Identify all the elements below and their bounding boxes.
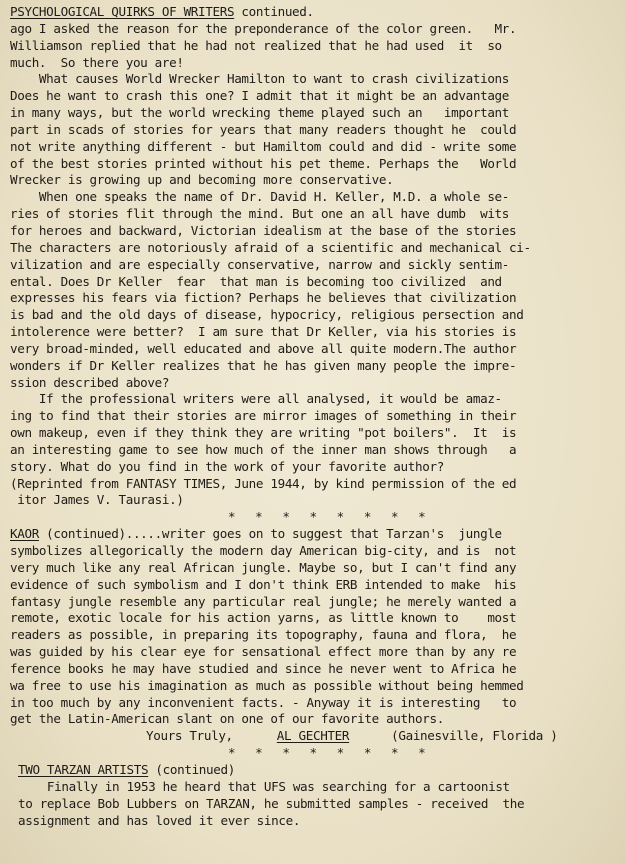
text-line: get the Latin-American slant on one of our favorite authors. (10, 711, 444, 727)
text-line: expresses his fears via fiction? Perhaps he believes that civilization (10, 290, 517, 306)
typewritten-text (10, 4, 615, 829)
text-line: ries of stories flit through the mind. But one an all have dumb wits (10, 206, 510, 222)
text-line: wa free to use his imagination as much as possible without being hemmed (10, 677, 524, 693)
text-line: very broad-minded, well educated and above all quite modern.The author (10, 340, 517, 356)
text-line: of the best stories printed without his pet theme. Perhaps the World (10, 155, 517, 171)
text-line: If the professional writers were all analysed, it would be amaz- (10, 391, 502, 407)
section-divider: * * * * * * * * (228, 509, 432, 525)
text-line: ago I asked the reason for the preponderance of the color green. Mr. (10, 20, 517, 36)
text-line: Finally in 1953 he heard that UFS was searching for a cartoonist (18, 778, 510, 794)
text-line: evidence of such symbolism and I don't think ERB intended to make his (10, 576, 517, 592)
text-line: ental. Does Dr Keller fear that man is becoming too civilized and (10, 273, 502, 289)
text-line: Wrecker is growing up and becoming more conservative. (10, 172, 394, 188)
text-line: Williamson replied that he had not realized that he had used it so (10, 37, 502, 53)
text-line: is bad and the old days of disease, hypocricy, religious persection and (10, 307, 524, 323)
signature-location: (Gainesville, Florida ) (391, 728, 558, 744)
article-kaor (10, 526, 615, 745)
text-line: When one speaks the name of Dr. David H. Keller, M.D. a whole se- (10, 189, 510, 205)
text-line: in too much by any inconvenient facts. - Anyway it is interesting to (10, 694, 517, 710)
text-line: readers as possible, in preparing its topography, fauna and flora, he (10, 627, 517, 643)
signature-line (10, 728, 615, 745)
text-line: own makeup, even if they think they are writing "pot boilers". It is (10, 425, 517, 441)
text-line: itor James V. Taurasi.) (10, 492, 184, 508)
text-line: for heroes and backward, Victorian idealism at the base of the stories (10, 222, 517, 238)
text-line: to replace Bob Lubbers on TARZAN, he submitted samples - received the (18, 795, 525, 811)
signoff: Yours Truly, (146, 728, 233, 744)
text-line: What causes World Wrecker Hamilton to want to crash civilizations (10, 71, 510, 87)
kaor-heading: KAOR (10, 526, 39, 542)
text-line: Does he want to crash this one? I admit that it might be an advantage (10, 88, 510, 104)
article-psychological-quirks (10, 21, 615, 509)
text-line: in many ways, but the world wrecking theme played such an important (10, 105, 510, 121)
header-title-suffix: continued. (234, 4, 314, 19)
text-line: (Reprinted from FANTASY TIMES, June 1944, by kind permission of the ed (10, 475, 517, 491)
text-line: intolerence were better? I am sure that Dr Keller, via his stories is (10, 324, 517, 340)
text-line: symbolizes allegorically the modern day American big-city, and is not (10, 543, 517, 558)
tarzan-artists-heading: TWO TARZAN ARTISTS (18, 761, 149, 777)
article-two-tarzan-artists (10, 762, 615, 829)
text-line: very much like any real African jungle. Maybe so, but I can't find any (10, 559, 517, 575)
text-line: an interesting game to see how much of the inner man shows through a (10, 441, 517, 457)
text-line: wonders if Dr Keller realizes that he has given many people the impre- (10, 357, 517, 373)
text-line: story. What do you find in the work of your favorite author? (10, 458, 444, 474)
signature-name: AL GECHTER (276, 728, 350, 744)
page-header (10, 4, 615, 21)
section-divider: * * * * * * * * (228, 745, 432, 761)
text-line: not write anything different - but Hamiltom could and did - write some (10, 138, 517, 154)
text-line (10, 762, 615, 779)
text-line: much. So there you are! (10, 54, 184, 70)
text-line: assignment and has loved it ever since. (18, 812, 301, 828)
header-title: PSYCHOLOGICAL QUIRKS OF WRITERS (10, 4, 235, 19)
text-line: part in scads of stories for years that many readers thought he could (10, 121, 517, 137)
tarzan-artists-heading-suffix: (continued) (148, 761, 235, 777)
text-line: vilization and are especially conservative, narrow and sickly sentim- (10, 256, 510, 272)
text-line: was guided by his clear eye for sensational effect more than by any re (10, 644, 517, 660)
text-line: ing to find that their stories are mirror images of something in their (10, 408, 517, 424)
text-line: ssion described above? (10, 374, 170, 390)
text-line: fantasy jungle resemble any particular real jungle; he merely wanted a (10, 593, 517, 609)
text-line: ference books he may have studied and since he never went to Africa he (10, 660, 517, 676)
text-line: remote, exotic locale for his action yarns, as little known to most (10, 610, 517, 626)
text-line: The characters are notoriously afraid of a scientific and mechanical ci- (10, 239, 531, 255)
kaor-first-line: (continued).....writer goes on to suggest that Tarzan's jungle (38, 526, 502, 542)
text-line (10, 526, 615, 543)
